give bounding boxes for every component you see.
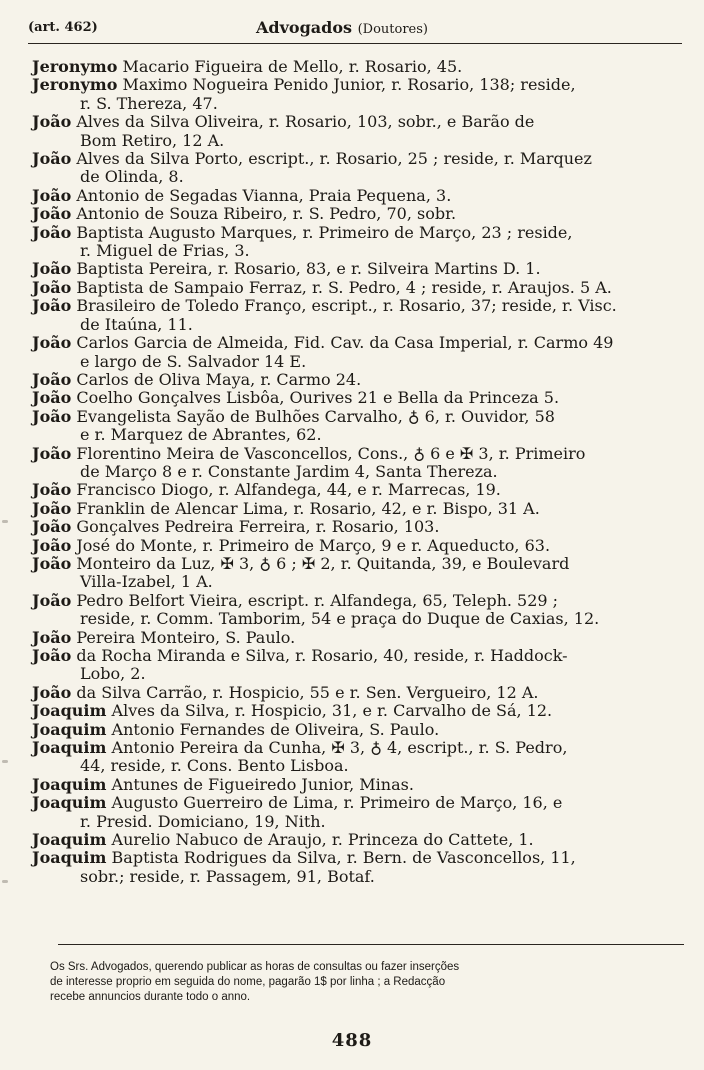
directory-entry (28, 205, 690, 223)
directory-entry (28, 187, 690, 205)
directory-entry (28, 408, 690, 445)
directory-entry (28, 113, 690, 150)
entry-first-name: João (32, 333, 72, 353)
margin-blot (2, 520, 8, 523)
entry-text: Baptista Augusto Marques, r. Primeiro de Março, 23 ; reside, (76, 222, 573, 242)
entry-continuation: Lobo, 2. (80, 664, 146, 684)
entry-first-name: João (32, 296, 72, 316)
entry-first-name: Jeronymo (32, 75, 118, 95)
entry-first-name: João (32, 204, 72, 224)
page-header (28, 16, 686, 40)
entry-first-name: João (32, 222, 72, 242)
entry-first-name: João (32, 553, 72, 573)
entry-first-name: João (32, 406, 72, 426)
entry-first-name: João (32, 498, 72, 518)
entry-continuation: r. Miguel de Frias, 3. (80, 241, 250, 261)
entry-first-name: Joaquim (32, 738, 107, 758)
entry-text: Antonio Pereira da Cunha, ✠ 3, ♁ 4, escript., r. S. Pedro, (111, 738, 568, 758)
entry-continuation: Bom Retiro, 12 A. (80, 130, 225, 150)
entry-text: Coelho Gonçalves Lisbôa, Ourives 21 e Bella da Princeza 5. (76, 388, 560, 408)
entry-text: Macario Figueira de Mello, r. Rosario, 45. (122, 57, 463, 76)
footnote-line: de interesse proprio em seguida do nome, pagarão 1$ por linha ; a Redacção (50, 976, 446, 988)
entry-text: Carlos de Oliva Maya, r. Carmo 24. (76, 369, 362, 389)
header-rule (28, 43, 682, 44)
entry-first-name: João (32, 517, 72, 537)
directory-entry (28, 150, 690, 187)
entry-continuation: de Itaúna, 11. (80, 314, 193, 334)
entry-continuation: r. Presid. Domiciano, 19, Nith. (80, 811, 326, 831)
entry-first-name: João (32, 535, 72, 555)
directory-entry (28, 684, 690, 702)
directory-entry (28, 224, 690, 261)
directory-entry (28, 500, 690, 518)
entry-first-name: João (32, 277, 72, 297)
entry-text: Carlos Garcia de Almeida, Fid. Cav. da Casa Imperial, r. Carmo 49 (76, 333, 614, 353)
entry-first-name: Joaquim (32, 848, 107, 868)
entry-text: José do Monte, r. Primeiro de Março, 9 e r. Aqueducto, 63. (76, 535, 551, 555)
page-number: 488 (331, 1030, 373, 1051)
entry-continuation: e r. Marquez de Abrantes, 62. (80, 425, 322, 445)
entry-first-name: João (32, 112, 72, 132)
directory-entry (28, 334, 690, 371)
entry-text: Maximo Nogueira Penido Junior, r. Rosario, 138; reside, (122, 75, 576, 95)
entry-first-name: João (32, 590, 72, 610)
entry-continuation: sobr.; reside, r. Passagem, 91, Botaf. (80, 866, 375, 886)
directory-entry (28, 831, 690, 849)
entry-continuation: de Março 8 e r. Constante Jardim 4, Santa Thereza. (80, 461, 498, 481)
entry-continuation: de Olinda, 8. (80, 167, 184, 187)
entry-text: Antonio de Souza Ribeiro, r. S. Pedro, 70, sobr. (76, 204, 457, 224)
entry-continuation: 44, reside, r. Cons. Bento Lisboa. (80, 756, 349, 776)
entry-text: Florentino Meira de Vasconcellos, Cons., ♁ 6 e ✠ 3, r. Primeiro (76, 443, 586, 463)
entry-first-name: João (32, 185, 72, 205)
directory-entry (28, 776, 690, 794)
entry-text: Antonio de Segadas Vianna, Praia Pequena, 3. (76, 185, 452, 205)
entry-text: Baptista de Sampaio Ferraz, r. S. Pedro, 4 ; reside, r. Araujos. 5 A. (76, 277, 612, 297)
entry-text: Baptista Pereira, r. Rosario, 83, e r. Silveira Martins D. 1. (76, 259, 541, 279)
entry-text: Gonçalves Pedreira Ferreira, r. Rosario, 103. (76, 517, 440, 537)
section-subtitle: (Doutores) (357, 22, 428, 37)
margin-blot (2, 880, 8, 883)
entry-first-name: João (32, 480, 72, 500)
directory-entry (28, 260, 690, 278)
entry-continuation: e largo de S. Salvador 14 E. (80, 351, 307, 371)
directory-entry (28, 76, 690, 113)
entry-text: Franklin de Alencar Lima, r. Rosario, 42, e r. Bispo, 31 A. (76, 498, 540, 518)
entry-first-name: Joaquim (32, 830, 107, 850)
entry-text: Antunes de Figueiredo Junior, Minas. (111, 774, 414, 794)
entry-text: Francisco Diogo, r. Alfandega, 44, e r. Marrecas, 19. (76, 480, 501, 500)
entry-text: Alves da Silva, r. Hospicio, 31, e r. Carvalho de Sá, 12. (111, 701, 553, 721)
entry-text: Baptista Rodrigues da Silva, r. Bern. de Vasconcellos, 11, (111, 848, 576, 868)
entry-text: da Rocha Miranda e Silva, r. Rosario, 40, reside, r. Haddock- (76, 646, 568, 665)
directory-entry (28, 371, 690, 389)
directory-entry (28, 279, 690, 297)
directory-entry (28, 794, 690, 831)
directory-entry (28, 58, 690, 76)
directory-entry (28, 445, 690, 482)
footnote-line: Os Srs. Advogados, querendo publicar as horas de consultas ou fazer inserções (50, 961, 460, 973)
entry-continuation: reside, r. Comm. Tamborim, 54 e praça do Duque de Caxias, 12. (80, 609, 600, 629)
entry-continuation: r. S. Thereza, 47. (80, 93, 218, 113)
directory-entry (28, 518, 690, 536)
entry-text: Alves da Silva Porto, escript., r. Rosario, 25 ; reside, r. Marquez (76, 149, 592, 169)
directory-entry (28, 297, 690, 334)
entry-first-name: João (32, 369, 72, 389)
directory-entry (28, 849, 690, 886)
entry-text: da Silva Carrão, r. Hospicio, 55 e r. Sen. Vergueiro, 12 A. (76, 682, 539, 702)
entry-text: Brasileiro de Toledo Franço, escript., r. Rosario, 37; reside, r. Visc. (76, 296, 617, 316)
entry-text: Alves da Silva Oliveira, r. Rosario, 103, sobr., e Barão de (76, 112, 535, 132)
entry-first-name: João (32, 627, 72, 647)
entry-first-name: João (32, 259, 72, 279)
directory-entry (28, 555, 690, 592)
entry-first-name: João (32, 388, 72, 408)
entry-list (28, 58, 690, 886)
directory-entry (28, 481, 690, 499)
entry-continuation: Villa-Izabel, 1 A. (80, 572, 213, 592)
directory-entry (28, 647, 690, 684)
entry-text: Pereira Monteiro, S. Paulo. (76, 627, 296, 647)
entry-text: Augusto Guerreiro de Lima, r. Primeiro de Março, 16, e (111, 793, 563, 813)
entry-first-name: João (32, 682, 72, 702)
entry-first-name: Joaquim (32, 793, 107, 813)
directory-entry (28, 629, 690, 647)
footnote-line: recebe annuncios durante todo o anno. (50, 991, 251, 1003)
section-title (256, 18, 428, 37)
entry-first-name: Joaquim (32, 719, 107, 739)
directory-entry (28, 702, 690, 720)
footnote-rule (58, 944, 684, 945)
entry-first-name: Joaquim (32, 774, 107, 794)
section-title-main: Advogados (256, 18, 352, 37)
article-reference: (art. 462) (28, 20, 98, 35)
directory-entry (28, 739, 690, 776)
entry-first-name: João (32, 443, 72, 463)
directory-entry (28, 592, 690, 629)
directory-entry (28, 721, 690, 739)
entry-first-name: Joaquim (32, 701, 107, 721)
entry-text: Evangelista Sayão de Bulhões Carvalho, ♁ 6, r. Ouvidor, 58 (76, 406, 555, 426)
entry-text: Pedro Belfort Vieira, escript. r. Alfandega, 65, Teleph. 529 ; (76, 590, 559, 610)
entry-text: Monteiro da Luz, ✠ 3, ♁ 6 ; ✠ 2, r. Quitanda, 39, e Boulevard (76, 553, 570, 573)
entry-first-name: Jeronymo (32, 57, 118, 76)
directory-entry (28, 389, 690, 407)
entry-first-name: João (32, 646, 72, 665)
footnote (50, 960, 688, 1005)
entry-first-name: João (32, 149, 72, 169)
directory-entry (28, 537, 690, 555)
margin-blot (2, 760, 8, 763)
entry-text: Antonio Fernandes de Oliveira, S. Paulo. (111, 719, 440, 739)
entry-text: Aurelio Nabuco de Araujo, r. Princeza do Cattete, 1. (111, 830, 534, 850)
